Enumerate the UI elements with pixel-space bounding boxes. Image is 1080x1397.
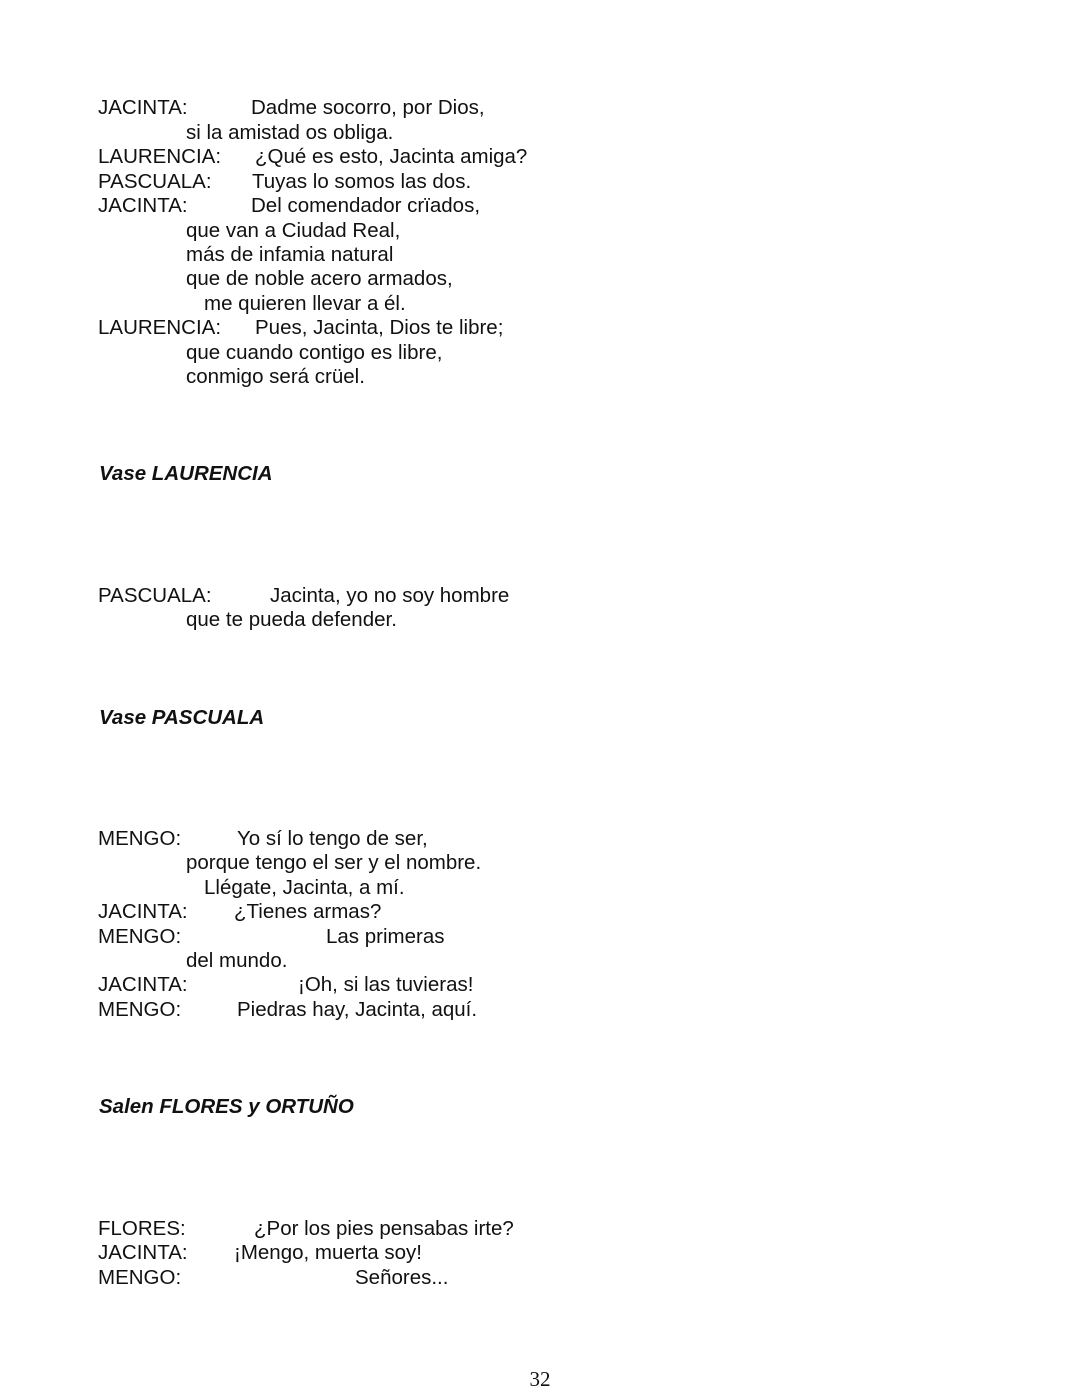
verse-line: si la amistad os obliga.: [186, 121, 394, 144]
verse-line: más de infamia natural: [186, 243, 394, 266]
speaker-name: MENGO:: [98, 827, 182, 850]
verse-line: Señores...: [355, 1266, 449, 1289]
verse-line: del mundo.: [186, 949, 288, 972]
verse-line: Tuyas lo somos las dos.: [252, 170, 472, 193]
speaker-name: JACINTA:: [98, 96, 188, 119]
verse-line: Del comendador crïados,: [251, 194, 481, 217]
speaker-name: PASCUALA:: [98, 584, 212, 607]
verse-line: conmigo será crüel.: [186, 365, 365, 388]
verse-line: porque tengo el ser y el nombre.: [186, 851, 482, 874]
verse-line: Jacinta, yo no soy hombre: [270, 584, 510, 607]
verse-line: que te pueda defender.: [186, 608, 397, 631]
page-number: 32: [529, 1367, 551, 1391]
verse-line: Llégate, Jacinta, a mí.: [204, 876, 405, 899]
verse-line: ¿Qué es esto, Jacinta amiga?: [255, 145, 528, 168]
verse-line: que cuando contigo es libre,: [186, 341, 443, 364]
speaker-name: PASCUALA:: [98, 170, 212, 193]
speaker-name: JACINTA:: [98, 973, 188, 996]
speaker-name: JACINTA:: [98, 1241, 188, 1264]
verse-line: me quieren llevar a él.: [204, 292, 406, 315]
speaker-name: MENGO:: [98, 1266, 182, 1289]
speaker-name: JACINTA:: [98, 900, 188, 923]
verse-line: Piedras hay, Jacinta, aquí.: [237, 998, 478, 1021]
speaker-name: JACINTA:: [98, 194, 188, 217]
verse-line: Las primeras: [326, 925, 445, 948]
verse-line: Pues, Jacinta, Dios te libre;: [255, 316, 504, 339]
verse-line: ¿Tienes armas?: [234, 900, 382, 923]
speaker-name: LAURENCIA:: [98, 145, 222, 168]
speaker-name: FLORES:: [98, 1217, 186, 1240]
verse-line: que van a Ciudad Real,: [186, 219, 401, 242]
stage-direction: Vase PASCUALA: [99, 706, 265, 729]
verse-line: Dadme socorro, por Dios,: [251, 96, 485, 119]
speaker-name: LAURENCIA:: [98, 316, 222, 339]
verse-line: ¡Mengo, muerta soy!: [234, 1241, 422, 1264]
speaker-name: MENGO:: [98, 925, 182, 948]
speaker-name: MENGO:: [98, 998, 182, 1021]
verse-line: ¡Oh, si las tuvieras!: [298, 973, 474, 996]
stage-direction: Salen FLORES y ORTUÑO: [99, 1095, 354, 1118]
verse-line: que de noble acero armados,: [186, 267, 453, 290]
verse-line: ¿Por los pies pensabas irte?: [254, 1217, 514, 1240]
stage-direction: Vase LAURENCIA: [99, 462, 273, 485]
verse-line: Yo sí lo tengo de ser,: [237, 827, 428, 850]
